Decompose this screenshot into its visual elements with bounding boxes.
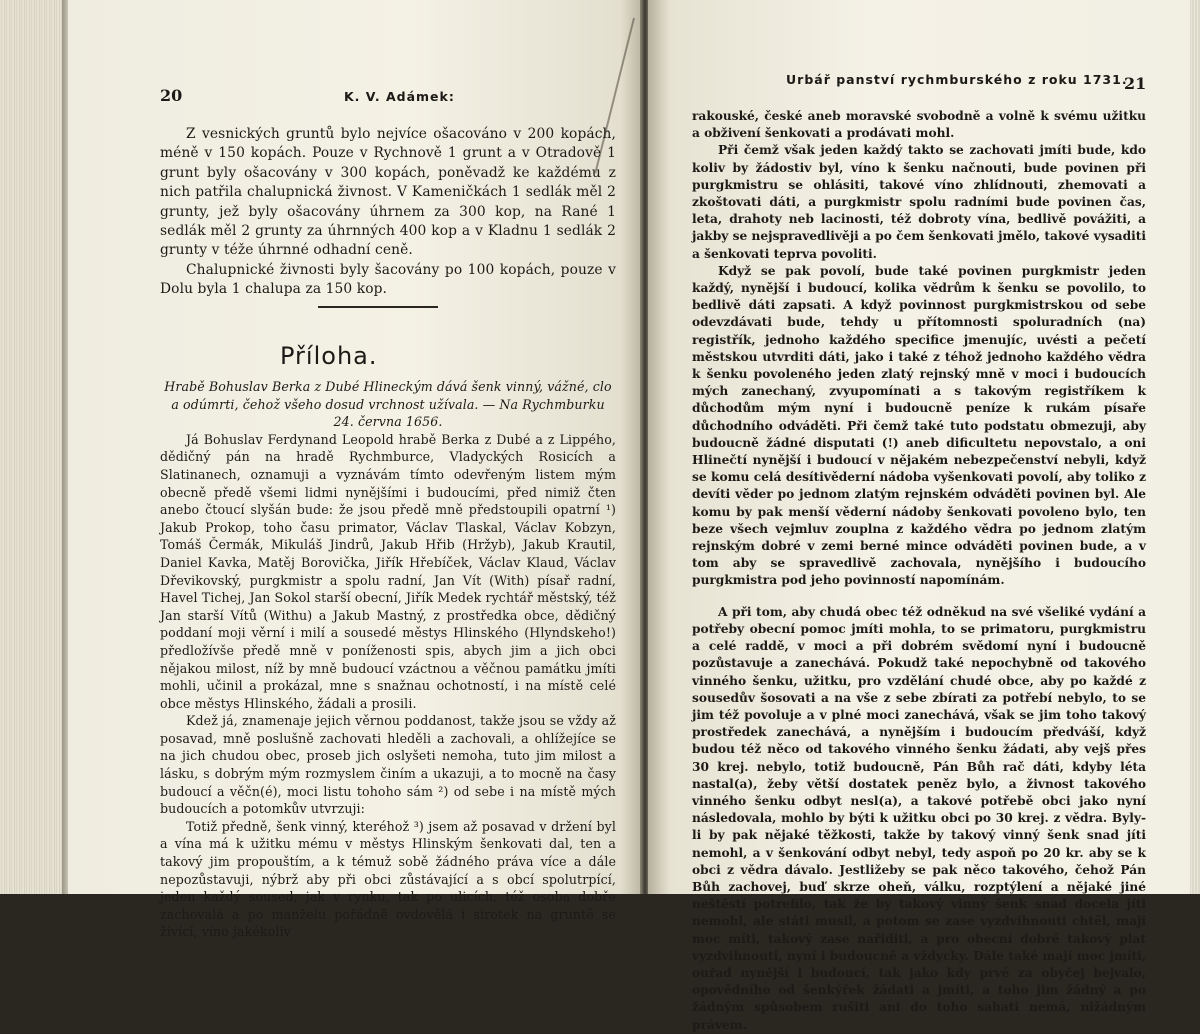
left-page-number: 20 <box>160 86 183 105</box>
right-page <box>648 0 1200 1032</box>
section-divider <box>318 306 438 308</box>
paragraph-gap <box>692 590 1146 604</box>
left-document <box>160 378 616 941</box>
right-paragraph-3: Když se pak povolí, bude také povinen purgkmistr jeden každý, nynější i budoucí, kolika vědrům k šenku se povolilo, to bedlivě dáti zapsati. A když povinnost purgkmistrskou od sebe odevzdávati bude, tehdy u přítomnosti spoluradních (na) registřík, jednoho každého specifice jmenujíc, uvésti a pečetí městskou utvrditi dáti, jako i také z téhož jednoho každého vědra k šenku povoleného jeden zlatý rejnský mně v moci i budoucích mých zanechaný, zvyupomínati a s takovým registříkem k důchodům mým nyní i budoucně peníze k rukám písaře důchodního odváděti. Při čemž také tuto podstatu obmezuji, aby budoucně žádné disputati (!) aneb dificultetu nepovstalo, a oni Hlinečtí nynější i budoucí v nějakém nebezpečenství nebyli, když se komu celá desítivěderní nádoba vyšenkovati povolí, aby toliko z devíti věder po jednom zlatým rejnském odváděti povinen byl. Ale komu by pak menší věderní nádoby šenkovati povoleno bylo, ten beze všech vejmluv zouplna z každého vědra po jednom zlatým rejnským dobré v zemi berné mince odváděti povinen bude, a v tom aby se spravedlivě zachovala, nynějšího i budoucího purgkmistra pod jeho povinností napomínám. <box>692 263 1146 588</box>
right-page-edge <box>1190 0 1200 894</box>
appendix-heading: Příloha. <box>280 342 378 370</box>
right-paragraph-4: A při tom, aby chudá obec též odněkud na své všeliké vydání a potřeby obecní pomoc jmíti mohla, to se primatoru, purgkmistru a celé raddě, v moci a při dobrém svědomí nyní i budoucně pozůstavuje a zanechává. Pokudž také nepochybně od takového vinného šenku, užitku, pro vzdělání chudé obce, aby po každé z sousedův šosovati a na vše z sebe zbírati za potřebí nebylo, to se jim též povoluje a v plné moci zanechává, však se jim toho takový prostředek zanechává, a nynějším i budoucím předváší, když budou též něco od takového vinného šenku žádati, aby vejš přes 30 krej. nebylo, totiž budoucně, Pán Bůh rač dáti, kdyby léta nastal(a), žeby větší dostatek peněz bylo, a živnost takového vinného šenku odbyt nesl(a), a takové potřebě obci jako nyní následovala, mohlo by býti k užitku obci po 30 krej. z vědra. Byly-li by pak nějaké těžkosti, takže by takový vinný šenk snad jíti nemohl, a v šenkování odbyt nebyl, tedy aspoň po 20 kr. aby se k obci z vědra dávalo. Jestližeby se pak něco takového, čehož Pán Bůh zachovej, buď skrze oheň, válku, rozptýlení a nějaké jiné neštěstí potrefilo, tak že by takový vinný šenk snad docela jíti nemohl, ale státi musil, a potom se zase vyzdvihnouti chtěl, mají moc míti, takový zase nařiditi, a pro obecní dobré takový plat vyzdvihnouti, nyní i budoucně a vždycky. Dále také mají moc jmíti, ouřad nynější i budoucí, tak jako kdy prvé za obyčej bejvalo, opovědního od šenkýřek žádati a jmíti, a toho jim žádný a po žádným spůsobem rušiti ani do toho sahati nemá, nižádným právem. <box>692 604 1146 1032</box>
intro-paragraph-1: Z vesnických gruntů bylo nejvíce ošacováno v 200 kopách, méně v 150 kopách. Pouze v Rychnově 1 grunt a v Otradově 1 grunt byly ošacovány v 300 kopách, poněvadž ke každému z nich patřila chalupnická živnost. V Kameničkách 1 sedlák měl 2 grunty, jež byly ošacovány úhrnem za 300 kop, na Rané 1 sedlák měl 2 grunty za úhrnných 400 kop a v Kladnu 1 sedlák 2 grunty v téže úhrnné odhadní ceně. <box>160 126 616 259</box>
right-paragraph-2: Při čemž však jeden každý takto se zachovati jmíti bude, kdo koliv by žádostiv byl, víno k šenku načnouti, bude povinen při purgkmistru se ohlásiti, takové víno zhlídnouti, zhemovati a zkoštovati dáti, a purgkmistr spolu radními bude povinen čas, leta, drahoty neb lacinosti, též dobroty vína, bedlivě povážiti, a jakby se nejspravedlivěji a po čem šenkovati jmělo, takové vysaditi a šenkovati teprva povoliti. <box>692 143 1146 261</box>
right-document <box>692 108 1146 1034</box>
right-paragraph-1: rakouské, české aneb moravské svobodně a volně k svému užitku a obživení šenkovati a prodávati mohl. <box>692 109 1146 141</box>
document-paragraph-1: Já Bohuslav Ferdynand Leopold hrabě Berka z Dubé a z Lippého, dědičný pán na hradě Rychmburce, Vladyckých Rosicích a Slatinanech, oznamuji a vyznávám tímto odevřeným listem mým obecně předě všemi lidmi nynějšími i budoucími, před nimiž čten anebo čtoucí slyšán bude: že jsou předě mně předstoupili opatrní ¹) Jakub Prokop, toho času primator, Václav Tlaskal, Václav Kobzyn, Tomáš Čermák, Mikuláš Jindrů, Jakub Hřib (Hržyb), Jakub Krautil, Daniel Kavka, Matěj Borovička, Jiřík Hřebíček, Václav Klaud, Václav Dřevikovský, purgkmistr a spolu radní, Jan Vít (With) písař radní, Havel Tichej, Jan Sokol starší obecní, Jiřík Medek rychtář městský, též Jan starší Vítů (Withu) a Jakub Mastný, z prostředka obce, dědičný poddaní moji věrní i milí a sousedé městys Hlinského (Hlyndskeho!) předložívše předě mně v poníženosti spis, abych jim a jich obci nějakou milost, níž by mně budoucí vzáctnou a věčnou památku jmíti mohli, učinil a prokázal, mne s snažnau ochotností, i na místě celé obce městys Hlinského, žádali a prosili. <box>160 431 616 711</box>
left-intro <box>160 125 616 300</box>
right-page-number: 21 <box>1124 74 1147 93</box>
right-running-head: Urbář panství rychmburského z roku 1731. <box>786 72 1128 87</box>
left-running-head: K. V. Adámek: <box>344 89 455 104</box>
regest: Hrabě Bohuslav Berka z Dubé Hlineckým dává šenk vinný, vážné, clo a odúmrti, čehož všeho dosud vrchnost užívala. — Na Rychmburku 24. června 1656. <box>164 379 612 430</box>
document-paragraph-2: Kdež já, znamenaje jejich věrnou poddanost, takže jsou se vždy až posavad, mně poslušně zachovati hleděli a zachovali, a ohlížejíce se na jich chudou obec, proseb jich oslyšeti nemoha, tuto jim milost a lásku, s dobrým mým rozmyslem činím a ukazuji, a to mocně na časy budoucí a věčn(é), moci listu tohoho sám ²) od sebe i na místě mých budoucích a potomkův utvrzuji: <box>160 713 616 817</box>
document-paragraph-3: Totiž předně, šenk vinný, kteréhož ³) jsem až posavad v držení byl a vína má k užitku mému v městys Hlinským šenkovati dal, ten a takový jim propouštím, a k témuž sobě žádného práva více a dále nepozůstavuji, nýbrž aby při obci zůstávající a s obcí spolutrpící, jeden každý soused, jak v rynku, tak po ulicích, též osoba dobře zachovalá a po manželu pořádně ovdovělá i sirotek na gruntě se živící, víno jakékoliv <box>160 818 616 940</box>
left-page <box>68 0 643 940</box>
page-edge-stack <box>0 0 70 894</box>
intro-paragraph-2: Chalupnické živnosti byly šacovány po 100 kopách, pouze v Dolu byla 1 chalupa za 150 kop. <box>160 261 616 298</box>
